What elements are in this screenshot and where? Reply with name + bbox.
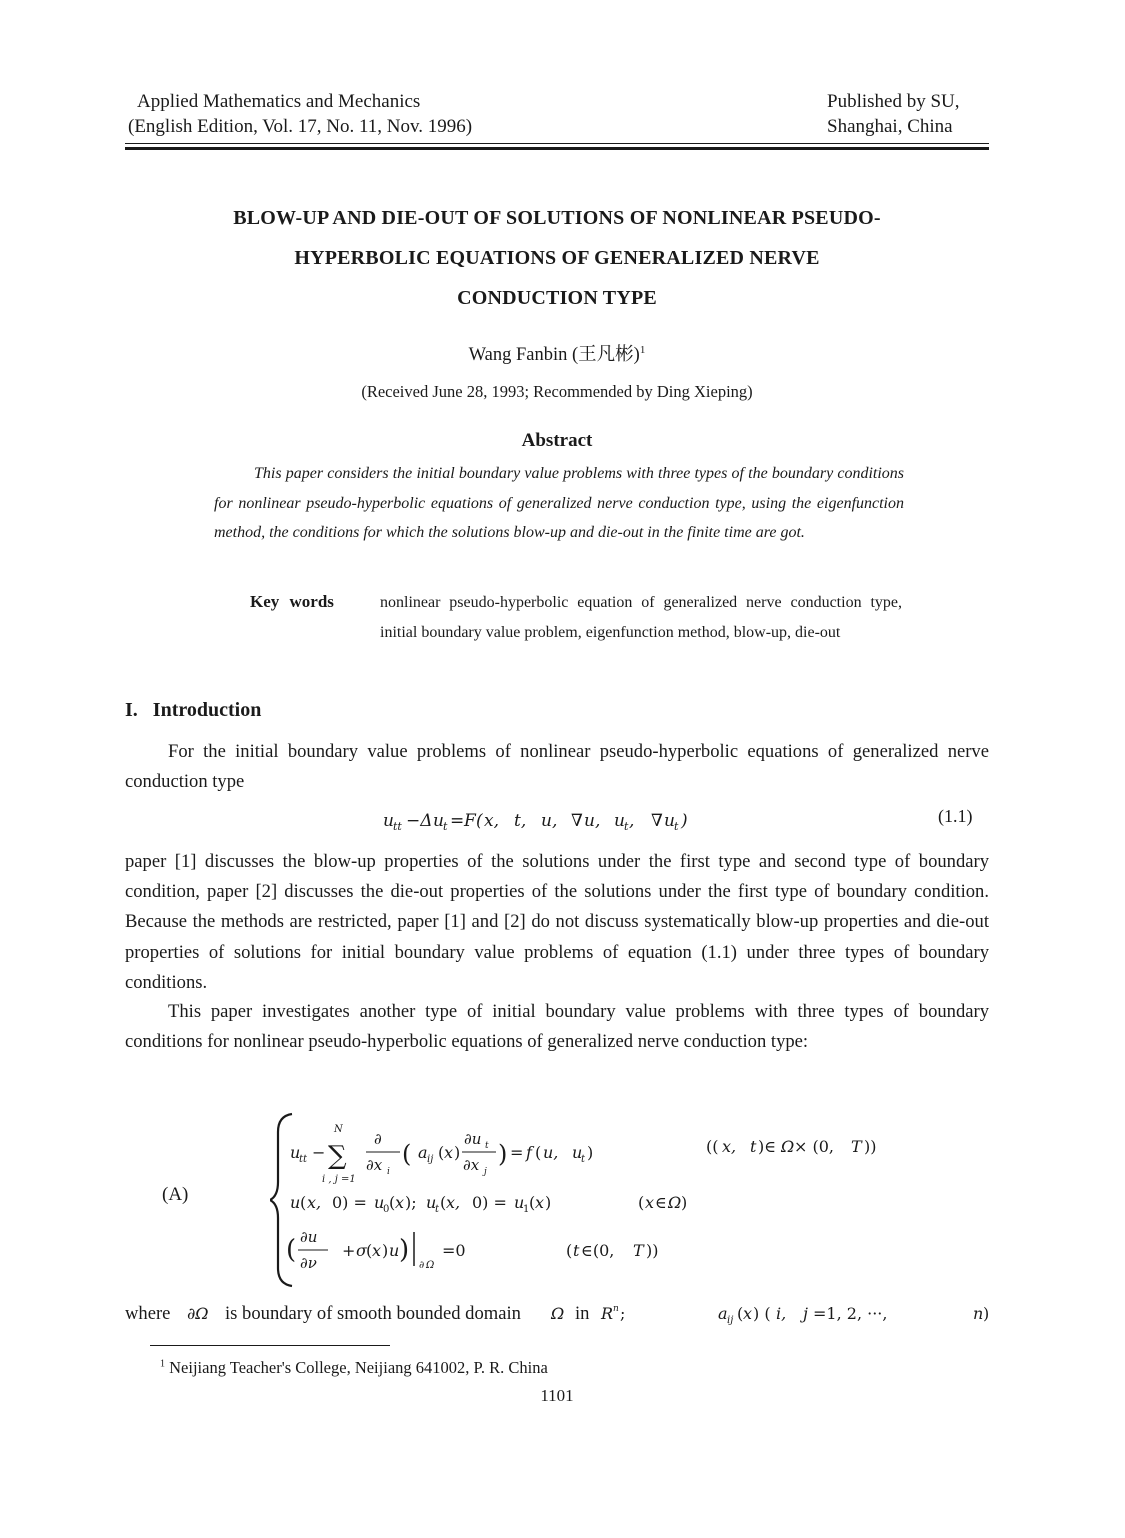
svg-text:∑: ∑ xyxy=(328,1141,347,1171)
svg-text:x: x xyxy=(444,1143,454,1162)
author-name: Wang Fanbin (王凡彬) xyxy=(468,345,640,365)
svg-text:(: ( xyxy=(438,1143,445,1162)
svg-text:): ) xyxy=(545,1193,552,1212)
svg-text:)): )) xyxy=(646,1241,659,1260)
abstract-heading: Abstract xyxy=(521,430,593,451)
footnote-mark: 1 xyxy=(160,1358,165,1370)
svg-text:F: F xyxy=(464,811,476,831)
svg-text:(: ( xyxy=(535,1143,542,1162)
svg-text:(: ( xyxy=(476,811,483,831)
system-a-formula xyxy=(270,1110,950,1290)
svg-text:t: t xyxy=(674,820,679,833)
svg-text:(: ( xyxy=(389,1193,396,1212)
svg-text:((: (( xyxy=(706,1137,719,1156)
svg-text:t: t xyxy=(443,820,448,833)
publisher-location: Shanghai, China xyxy=(827,116,953,137)
svg-text:j: j xyxy=(484,1167,487,1177)
svg-text:i: i xyxy=(387,1167,390,1177)
svg-text:x: x xyxy=(535,1193,545,1212)
svg-text:u: u xyxy=(290,1193,301,1212)
svg-text:u: u xyxy=(426,1193,437,1212)
svg-text:)): )) xyxy=(864,1137,877,1156)
svg-text:(: ( xyxy=(300,1193,307,1212)
svg-text:σ: σ xyxy=(356,1241,367,1260)
svg-text:): ) xyxy=(454,1143,461,1162)
svg-text:x: x xyxy=(395,1193,405,1212)
svg-text:tt: tt xyxy=(393,820,402,833)
trailing-sentence-formula xyxy=(125,1298,995,1328)
footnote-rule xyxy=(150,1345,390,1346)
svg-text:∈: ∈ xyxy=(655,1193,667,1212)
svg-text:−Δ: −Δ xyxy=(406,811,433,831)
svg-text:Ω: Ω xyxy=(551,1304,565,1323)
svg-text:0: 0 xyxy=(383,1204,390,1215)
svg-text:∇: ∇ xyxy=(651,811,663,831)
svg-text:,: , xyxy=(629,811,635,831)
publisher: Published by SU, xyxy=(827,91,960,112)
svg-text:t: t xyxy=(581,1154,586,1165)
svg-text:t: t xyxy=(573,1241,580,1260)
svg-text:n: n xyxy=(613,1304,619,1314)
svg-text:T: T xyxy=(633,1241,644,1260)
svg-text:t: t xyxy=(750,1137,757,1156)
svg-text:t,: t, xyxy=(514,811,527,831)
svg-text:=: = xyxy=(450,811,465,831)
svg-text:x: x xyxy=(743,1304,753,1323)
svg-text:Ω: Ω xyxy=(781,1137,795,1156)
svg-text:in: in xyxy=(575,1303,590,1324)
section-heading-introduction: I. Introduction xyxy=(125,699,262,721)
svg-text:where: where xyxy=(125,1303,171,1324)
svg-text:=0: =0 xyxy=(442,1241,466,1260)
footnote-text: Neijiang Teacher's College, Neijiang 641002, P. R. China xyxy=(169,1358,548,1377)
svg-text:+: + xyxy=(342,1241,356,1260)
svg-text:i , j =1: i , j =1 xyxy=(322,1174,356,1185)
page-number: 1101 xyxy=(540,1386,574,1405)
svg-text:n: n xyxy=(973,1304,984,1323)
svg-text:(: ( xyxy=(638,1193,645,1212)
svg-text:u,: u, xyxy=(541,811,558,831)
svg-text:x: x xyxy=(645,1193,655,1212)
received-note: (Received June 28, 1993; Recommended by Ding Xieping) xyxy=(361,382,753,401)
svg-text:=1, 2, ···,: =1, 2, ···, xyxy=(813,1304,888,1323)
svg-text:ij: ij xyxy=(727,1315,734,1326)
svg-text:R: R xyxy=(601,1304,614,1323)
svg-text:x,: x, xyxy=(307,1193,322,1212)
svg-text:)∈: )∈ xyxy=(758,1137,777,1156)
trailing-sentence xyxy=(125,1298,995,1333)
svg-text:): ) xyxy=(399,1235,410,1265)
svg-text:f: f xyxy=(526,1143,532,1162)
svg-text:a: a xyxy=(418,1143,428,1162)
svg-text:): ) xyxy=(681,1193,688,1212)
paper-title-line3: CONDUCTION TYPE xyxy=(457,287,657,309)
journal-edition: (English Edition, Vol. 17, No. 11, Nov. 1996) xyxy=(128,116,473,137)
svg-text:);: ); xyxy=(405,1193,417,1212)
paragraph-2: paper [1] discusses the blow-up properties of the solutions under the first type and second type of boundary condition, paper [2] discusses the die-out properties of the solutions under the first type of boundary condition. Because the methods are restricted, paper [1] and [2] do not discuss systematically blow-up properties and die-out properties of solutions for initial boundary value problems of equation (1.1) under three types of boundary conditions. xyxy=(125,851,989,993)
header-rule-thin xyxy=(125,143,989,144)
svg-text:u: u xyxy=(374,1193,385,1212)
svg-text:N: N xyxy=(334,1124,343,1135)
author-affiliation-mark: 1 xyxy=(639,343,646,356)
svg-text:Ω: Ω xyxy=(426,1260,435,1271)
svg-text:u: u xyxy=(290,1143,301,1162)
svg-text:(: ( xyxy=(286,1235,297,1265)
svg-text:T: T xyxy=(851,1137,862,1156)
footnote xyxy=(160,1358,548,1378)
svg-text:u: u xyxy=(664,811,675,831)
system-a-label: (A) xyxy=(162,1184,189,1205)
svg-text:t: t xyxy=(485,1141,489,1151)
svg-text:(: ( xyxy=(566,1241,573,1260)
svg-text:∂: ∂ xyxy=(419,1260,425,1271)
svg-text:∂Ω: ∂Ω xyxy=(187,1304,209,1323)
svg-text:0) =: 0) = xyxy=(332,1193,367,1212)
abstract-text xyxy=(214,459,904,548)
equation-1-1 xyxy=(383,804,763,841)
svg-text:∂u: ∂u xyxy=(300,1228,318,1246)
svg-text:(: ( xyxy=(529,1193,536,1212)
svg-text:is boundary of smooth bounded: is boundary of smooth bounded domain xyxy=(225,1303,521,1324)
svg-text:): ) xyxy=(498,1140,508,1168)
svg-text:u: u xyxy=(514,1193,525,1212)
svg-text:t: t xyxy=(435,1204,440,1215)
paragraph-1: For the initial boundary value problems of nonlinear pseudo-hyperbolic equations of generalized nerve conduction type xyxy=(125,741,989,793)
svg-text:(: ( xyxy=(402,1140,412,1168)
svg-text:∂: ∂ xyxy=(374,1130,382,1148)
svg-text:u,: u, xyxy=(584,811,601,831)
svg-text:∈(0,: ∈(0, xyxy=(581,1241,615,1260)
svg-text:(: ( xyxy=(440,1193,447,1212)
equation-1-1-formula xyxy=(383,804,763,836)
svg-text:Ω: Ω xyxy=(668,1193,682,1212)
svg-text:u: u xyxy=(572,1143,583,1162)
svg-text:;: ; xyxy=(620,1304,626,1323)
svg-text:): ) xyxy=(681,811,688,831)
journal-name: Applied Mathematics and Mechanics xyxy=(137,91,421,112)
svg-text:): ) xyxy=(587,1143,594,1162)
svg-text:u,: u, xyxy=(543,1143,559,1162)
svg-text:(: ( xyxy=(366,1241,373,1260)
svg-text:−: − xyxy=(312,1143,326,1162)
svg-text:=: = xyxy=(510,1143,524,1162)
svg-text:i,: i, xyxy=(776,1304,787,1323)
svg-text:∂x: ∂x xyxy=(366,1156,383,1174)
svg-text:x,: x, xyxy=(446,1193,461,1212)
svg-text:u: u xyxy=(389,1241,400,1260)
svg-text:u: u xyxy=(433,811,444,831)
equation-1-1-number: (1.1) xyxy=(938,806,973,826)
svg-text:j: j xyxy=(803,1304,808,1323)
abstract-text-content: This paper considers the initial boundary value problems with three types of the boundary conditions for nonlinear pseudo-hyperbolic equations of generalized nerve conduction type, using the eigenfunction method, the conditions for which the solutions blow-up and die-out in the finite time are got. xyxy=(214,465,904,541)
system-a-equations xyxy=(270,1110,950,1295)
svg-text:ij: ij xyxy=(427,1154,434,1165)
svg-text:(: ( xyxy=(737,1304,744,1323)
svg-text:∂u: ∂u xyxy=(464,1130,482,1148)
paper-title-line2: HYPERBOLIC EQUATIONS OF GENERALIZED NERVE xyxy=(294,247,820,269)
svg-text:x,: x, xyxy=(484,811,499,831)
svg-text:): ) xyxy=(382,1241,389,1260)
svg-text:∇: ∇ xyxy=(571,811,583,831)
svg-text:× (0,: × (0, xyxy=(794,1137,834,1156)
svg-text:1: 1 xyxy=(523,1204,530,1215)
svg-text:u: u xyxy=(383,811,394,831)
header-rule-thick xyxy=(125,147,989,150)
svg-text:∂x: ∂x xyxy=(463,1156,480,1174)
svg-text:a: a xyxy=(718,1304,728,1323)
keywords-text: nonlinear pseudo-hyperbolic equation of generalized nerve conduction type, initial boundary value problem, eigenfunction method, blow-up, die-out xyxy=(380,594,902,641)
keywords-label: Key words xyxy=(250,592,334,611)
svg-text:u: u xyxy=(614,811,625,831)
svg-text:) (: ) ( xyxy=(753,1304,771,1323)
svg-text:x: x xyxy=(372,1241,382,1260)
svg-text:t: t xyxy=(624,820,629,833)
author xyxy=(125,340,989,366)
svg-text:): ) xyxy=(983,1304,990,1323)
paragraph-3: This paper investigates another type of initial boundary value problems with three types of boundary conditions for nonlinear pseudo-hyperbolic equations of generalized nerve conduction type: xyxy=(125,1001,989,1053)
svg-text:0) =: 0) = xyxy=(472,1193,507,1212)
svg-text:tt: tt xyxy=(299,1154,308,1165)
svg-text:∂ν: ∂ν xyxy=(300,1254,317,1272)
svg-text:x,: x, xyxy=(722,1137,737,1156)
paper-title-line1: BLOW-UP AND DIE-OUT OF SOLUTIONS OF NONLINEAR PSEUDO- xyxy=(233,207,881,229)
